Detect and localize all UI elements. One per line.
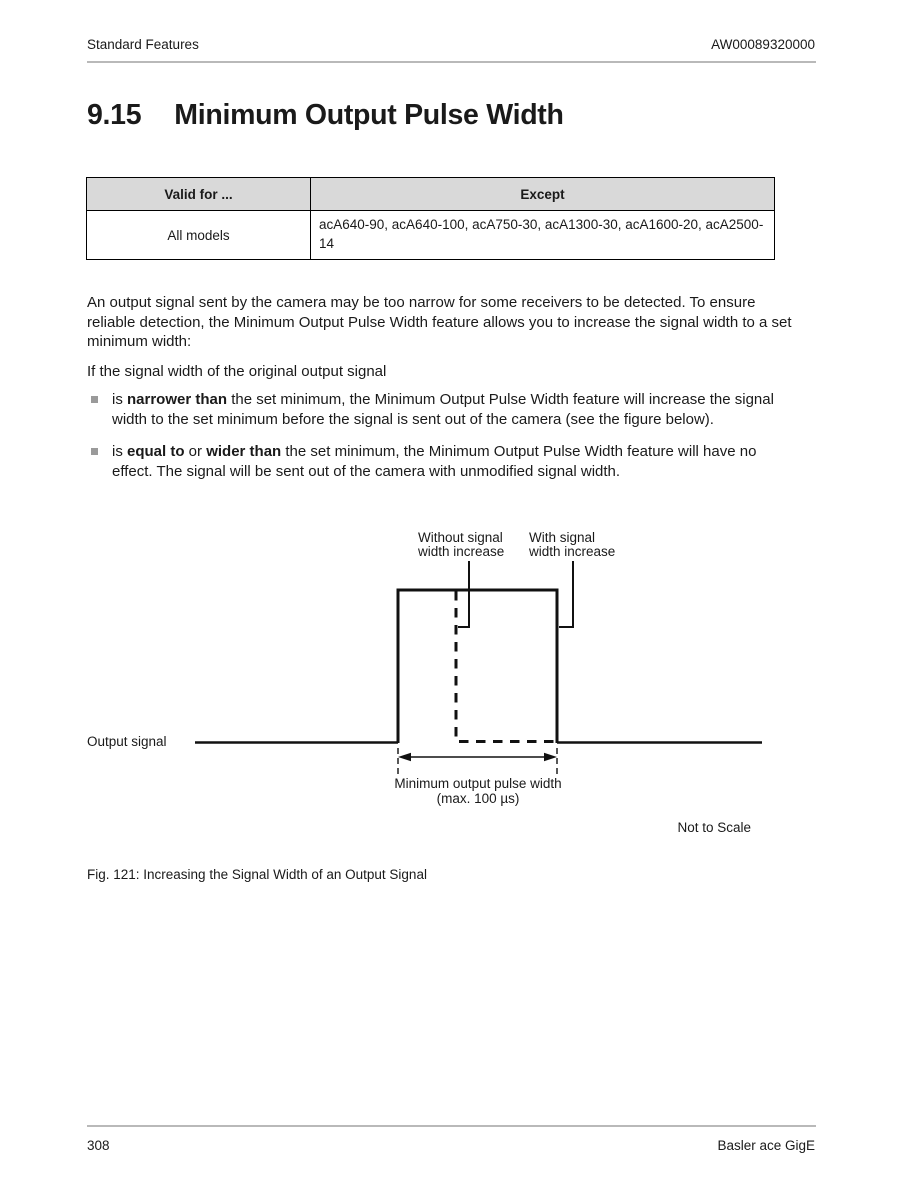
original-signal-dashed bbox=[456, 591, 557, 742]
dimension-arrow bbox=[398, 753, 557, 762]
page-header bbox=[87, 37, 815, 52]
bullet-square-icon bbox=[91, 396, 98, 403]
footer-product-name: Basler ace GigE bbox=[717, 1138, 815, 1153]
footer-divider bbox=[87, 1125, 816, 1127]
figure-caption: Fig. 121: Increasing the Signal Width of an Output Signal bbox=[87, 867, 427, 882]
list-item bbox=[87, 442, 793, 481]
bullet-square-icon bbox=[91, 448, 98, 455]
figure-121 bbox=[80, 525, 815, 840]
widened-pulse-outline bbox=[398, 590, 557, 743]
section-number: 9.15 bbox=[87, 99, 142, 131]
table-header-row bbox=[87, 178, 775, 211]
section-title bbox=[87, 99, 564, 132]
table-header-except: Except bbox=[311, 178, 775, 211]
page-footer bbox=[87, 1138, 815, 1153]
label-without-increase: Without signal width increase bbox=[418, 530, 505, 559]
footer-page-number: 308 bbox=[87, 1138, 110, 1153]
header-document-number: AW00089320000 bbox=[711, 37, 815, 52]
list-item bbox=[87, 390, 793, 429]
table-cell-valid-for: All models bbox=[87, 211, 311, 260]
bullet-text: is narrower than the set minimum, the Minimum Output Pulse Width feature will increase the signal width to the set minimum before the signal is sent out of the camera (see the figure below). bbox=[112, 391, 774, 428]
label-output-signal: Output signal bbox=[87, 734, 167, 749]
header-section-name: Standard Features bbox=[87, 37, 199, 52]
table-row bbox=[87, 211, 775, 260]
bullet-text: is equal to or wider than the set minimum, the Minimum Output Pulse Width feature will have no effect. The signal will be sent out of the camera with unmodified signal width. bbox=[112, 443, 757, 480]
section-title-text: Minimum Output Pulse Width bbox=[174, 99, 564, 131]
condition-paragraph: If the signal width of the original output signal bbox=[87, 363, 387, 380]
table-header-valid-for: Valid for ... bbox=[87, 178, 311, 211]
bullet-list bbox=[87, 390, 793, 481]
label-not-to-scale: Not to Scale bbox=[677, 820, 751, 835]
intro-paragraph: An output signal sent by the camera may be too narrow for some receivers to be detected. To ensure reliable detection, the Minimum Output Pulse Width feature allows you to increase the signal width to a set minimum width: bbox=[87, 294, 792, 350]
dimension-extension-lines bbox=[398, 748, 557, 774]
label-minimum-pulse-width: Minimum output pulse width (max. 100 µs) bbox=[394, 776, 562, 806]
header-divider bbox=[87, 61, 816, 63]
validity-table bbox=[86, 177, 775, 260]
table-cell-except: acA640-90, acA640-100, acA750-30, acA1300-30, acA1600-20, acA2500-14 bbox=[311, 211, 775, 260]
label-with-increase: With signal width increase bbox=[529, 530, 616, 559]
